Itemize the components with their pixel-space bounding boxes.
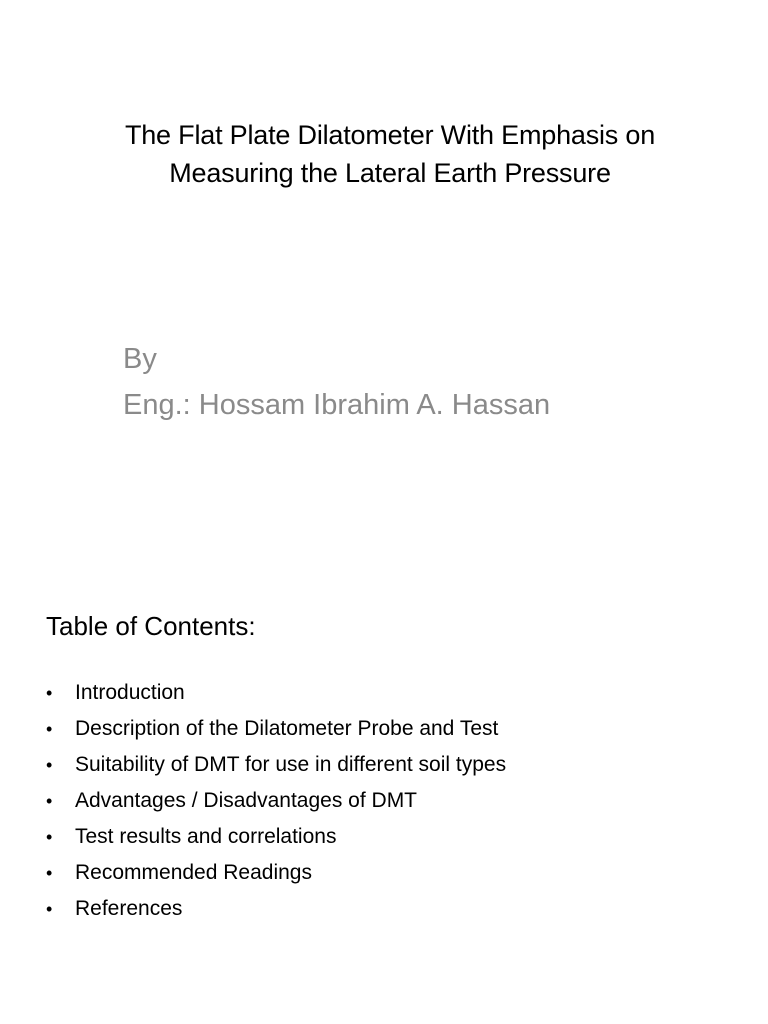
- toc-item-label: Recommended Readings: [75, 861, 312, 884]
- bullet-icon: •: [46, 827, 53, 847]
- bullet-icon: •: [46, 791, 53, 811]
- bullet-icon: •: [46, 863, 53, 883]
- toc-item-label: References: [75, 897, 183, 920]
- toc-item-label: Description of the Dilatometer Probe and Test: [75, 717, 499, 740]
- author-name: Eng.: Hossam Ibrahim A. Hassan: [123, 389, 551, 421]
- toc-item-label: Introduction: [75, 681, 185, 704]
- author-by-label: By: [123, 343, 157, 375]
- bullet-icon: •: [46, 683, 53, 703]
- toc-item-label: Test results and correlations: [75, 825, 337, 848]
- toc-heading: Table of Contents:: [46, 611, 256, 641]
- bullet-icon: •: [46, 755, 53, 775]
- document-title: [40, 116, 740, 192]
- bullet-icon: •: [46, 899, 53, 919]
- toc-item-label: Suitability of DMT for use in different soil types: [75, 753, 507, 776]
- bullet-icon: •: [46, 719, 53, 739]
- title-line-2: Measuring the Lateral Earth Pressure: [169, 158, 611, 188]
- author-block: [123, 336, 550, 428]
- title-line-1: The Flat Plate Dilatometer With Emphasis on: [124, 120, 656, 150]
- toc-item-label: Advantages / Disadvantages of DMT: [75, 789, 418, 812]
